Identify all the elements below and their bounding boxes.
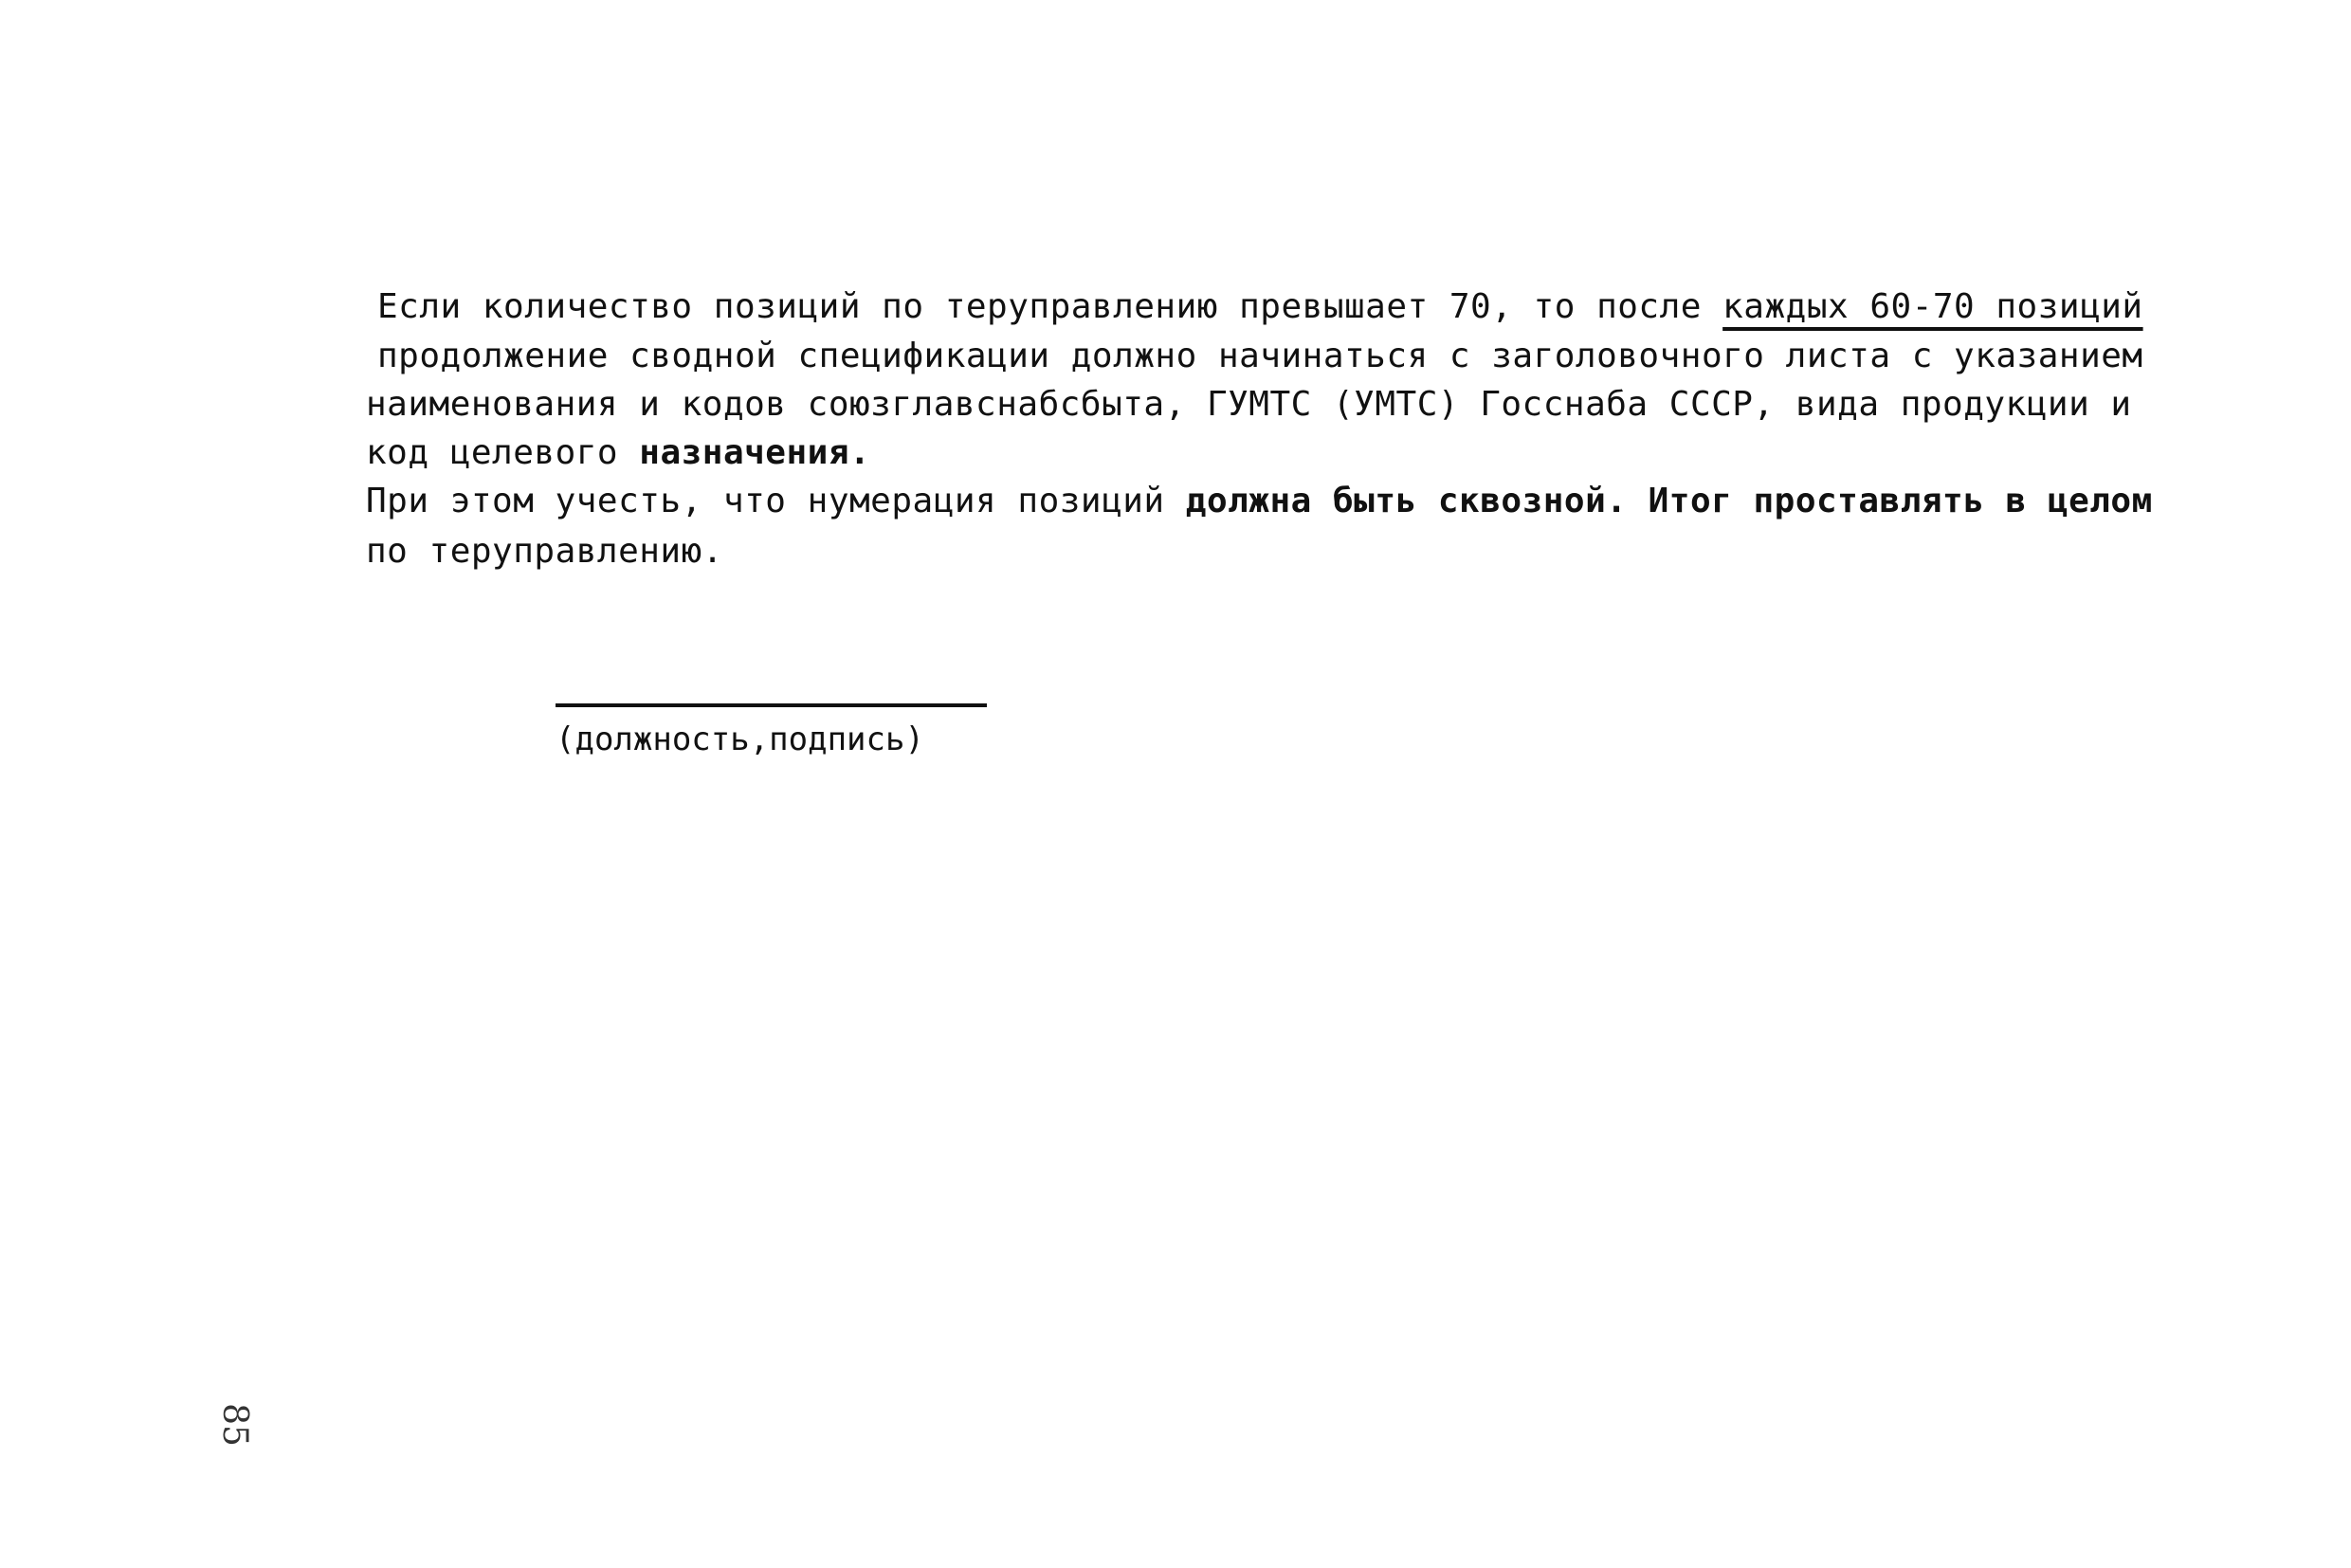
text-segment: Если количество позиций по теруправлению превышает 70, то после: [377, 287, 1723, 326]
paragraph2-line2: по теруправлению.: [366, 532, 723, 571]
paragraph2-line1: [366, 481, 2153, 522]
bold-text: назначения.: [639, 433, 871, 472]
signature-line: [556, 703, 987, 707]
bold-text: должна быть сквозной. Итог проставлять в целом: [1185, 482, 2153, 520]
paragraph1-line3: наименования и кодов союзглавснабсбыта, ГУМТС (УМТС) Госснаба СССР, вида продукции и: [366, 385, 2132, 424]
text-segment: код целевого: [366, 433, 640, 472]
signature-caption: (должность,подпись): [556, 720, 924, 758]
page-number: 85: [215, 1403, 254, 1447]
paragraph1-line4: [366, 432, 870, 474]
paragraph1-line2: продолжение сводной спецификации должно начинаться с заголовочного листа с указанием: [377, 337, 2143, 375]
underlined-text: каждых 60-70 позиций: [1722, 287, 2143, 326]
text-segment: При этом учесть, что нумерация позиций: [366, 482, 1186, 520]
paragraph1-line1: [377, 286, 2143, 328]
